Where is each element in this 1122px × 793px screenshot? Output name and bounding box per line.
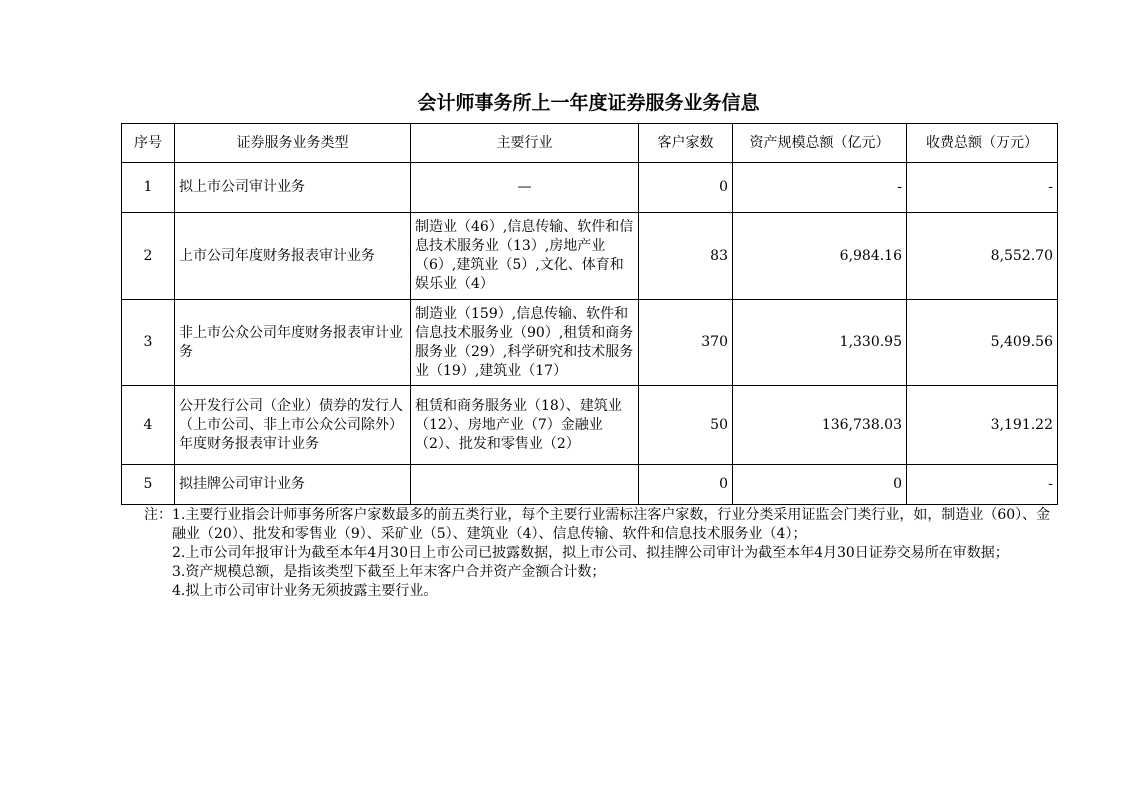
table-row xyxy=(122,213,1058,300)
header-no: 序号 xyxy=(122,124,175,163)
table-row xyxy=(122,465,1058,505)
row-no: 2 xyxy=(122,213,175,300)
note-item: 4.拟上市公司审计业务无须披露主要行业。 xyxy=(172,583,438,599)
header-assets: 资产规模总额（亿元） xyxy=(733,124,907,163)
row-fees: - xyxy=(907,163,1058,213)
row-type: 上市公司年度财务报表审计业务 xyxy=(175,213,411,300)
table-header-row xyxy=(122,124,1058,163)
row-type: 拟上市公司审计业务 xyxy=(175,163,411,213)
row-assets: 6,984.16 xyxy=(733,213,907,300)
row-assets: 1,330.95 xyxy=(733,300,907,386)
row-industry xyxy=(411,465,639,505)
row-clients: 50 xyxy=(639,386,733,465)
row-type: 公开发行公司（企业）债券的发行人（上市公司、非上市公众公司除外）年度财务报表审计业务 xyxy=(175,386,411,465)
row-fees: 5,409.56 xyxy=(907,300,1058,386)
row-fees: - xyxy=(907,465,1058,505)
note-item: 1.主要行业指会计师事务所客户家数最多的前五类行业，每个主要行业需标注客户家数，行业分类采用证监会门类行业，如，制造业（60）、金融业（20）、批发和零售业（9）、采矿业（5）、建筑业（4）、信息传输、软件和信息技术服务业（4）； xyxy=(172,507,1051,542)
notes-prefix: 注： xyxy=(144,507,172,523)
row-industry: 制造业（46）,信息传输、软件和信息技术服务业（13）,房地产业（6）,建筑业（5）,文化、体育和娱乐业（4） xyxy=(411,213,639,300)
table-row xyxy=(122,386,1058,465)
page-title: 会计师事务所上一年度证券服务业务信息 xyxy=(417,92,760,114)
row-industry: 租赁和商务服务业（18）、建筑业（12）、房地产业（7）金融业（2）、批发和零售业（2） xyxy=(411,386,639,465)
header-fees: 收费总额（万元） xyxy=(907,124,1058,163)
table-row xyxy=(122,163,1058,213)
row-clients: 83 xyxy=(639,213,733,300)
row-assets: 136,738.03 xyxy=(733,386,907,465)
row-fees: 8,552.70 xyxy=(907,213,1058,300)
header-industry: 主要行业 xyxy=(411,124,639,163)
table-row xyxy=(122,300,1058,386)
row-assets: 0 xyxy=(733,465,907,505)
row-clients: 0 xyxy=(639,163,733,213)
row-type: 非上市公众公司年度财务报表审计业务 xyxy=(175,300,411,386)
header-type: 证券服务业务类型 xyxy=(175,124,411,163)
row-assets: - xyxy=(733,163,907,213)
header-clients: 客户家数 xyxy=(639,124,733,163)
row-no: 3 xyxy=(122,300,175,386)
row-clients: 0 xyxy=(639,465,733,505)
row-type: 拟挂牌公司审计业务 xyxy=(175,465,411,505)
note-item: 3.资产规模总额，是指该类型下截至上年末客户合并资产金额合计数； xyxy=(172,564,606,580)
securities-service-table xyxy=(121,123,1058,505)
row-industry: — xyxy=(411,163,639,213)
row-industry: 制造业（159）,信息传输、软件和信息技术服务业（90）,租赁和商务服务业（29）,科学研究和技术服务业（19）,建筑业（17） xyxy=(411,300,639,386)
row-no: 1 xyxy=(122,163,175,213)
row-no: 5 xyxy=(122,465,175,505)
notes-section xyxy=(144,506,1054,601)
row-no: 4 xyxy=(122,386,175,465)
row-clients: 370 xyxy=(639,300,733,386)
row-fees: 3,191.22 xyxy=(907,386,1058,465)
note-item: 2.上市公司年报审计为截至本年4月30日上市公司已披露数据，拟上市公司、拟挂牌公司审计为截至本年4月30日证券交易所在审数据； xyxy=(172,545,1009,561)
